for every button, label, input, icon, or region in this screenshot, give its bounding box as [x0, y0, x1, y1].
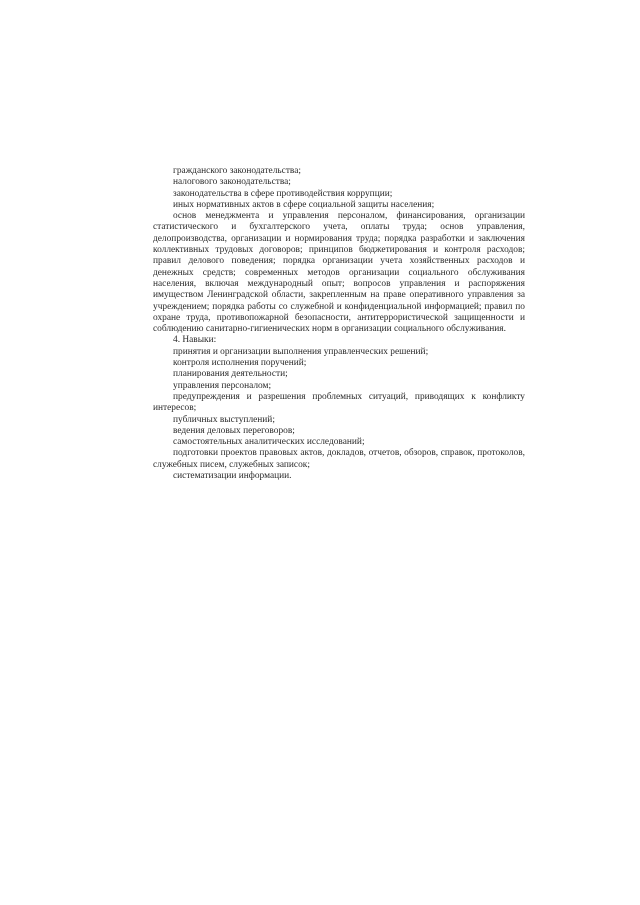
skill-item: систематизации информации. [173, 471, 292, 482]
skill-item: подготовки проектов правовых актов, докладов, отчетов, обзоров, справок, протоколов, служебных писем, служебных записок; [153, 448, 525, 470]
document-body [153, 166, 525, 482]
skill-item: планирования деятельности; [173, 369, 288, 380]
skill-item: ведения деловых переговоров; [173, 425, 295, 436]
skill-item: предупреждения и разрешения проблемных ситуаций, приводящих к конфликту интересов; [153, 391, 525, 414]
paragraph-social-protection-acts: иных нормативных актов в сфере социальной защиты населения; [173, 199, 435, 210]
section-heading-skills: 4. Навыки: [173, 335, 217, 346]
skill-item: самостоятельных аналитических исследований; [173, 437, 365, 448]
skill-item: контроля исполнения поручений; [173, 358, 307, 369]
paragraph-anti-corruption-law: законодательства в сфере противодействия коррупции; [173, 188, 393, 199]
skill-item: принятия и организации выполнения управленческих решений; [173, 346, 429, 357]
paragraph-tax-law: налогового законодательства; [173, 177, 291, 188]
skill-item: публичных выступлений; [173, 414, 275, 425]
skill-item: управления персоналом; [173, 380, 272, 391]
paragraph-civil-law: гражданского законодательства; [173, 166, 301, 176]
paragraph-management-basics: основ менеджмента и управления персоналом, финансирования, организации статистического и бухгалтерского учета, оплаты труда; основ управления, делопроизводства, организации и нормирования труда; порядка разработки и заключения коллективных трудовых договоров; принципов бюджетирования и контроля расходов; правил делового поведения; порядка организации учета хозяйственных расходов и денежных средств; современных методов организации социального обслуживания населения, включая международный опыт; вопросов управления и распоряжения имуществом Ленинградской области, закрепленным на праве оперативного управления за учреждением; порядка работы со служебной и конфиденциальной информацией; правил по охране труда, противопожарной безопасности, антитеррористической защищенности и соблюдению санитарно-гигиенических норм в организации социального обслуживания. [153, 211, 525, 335]
